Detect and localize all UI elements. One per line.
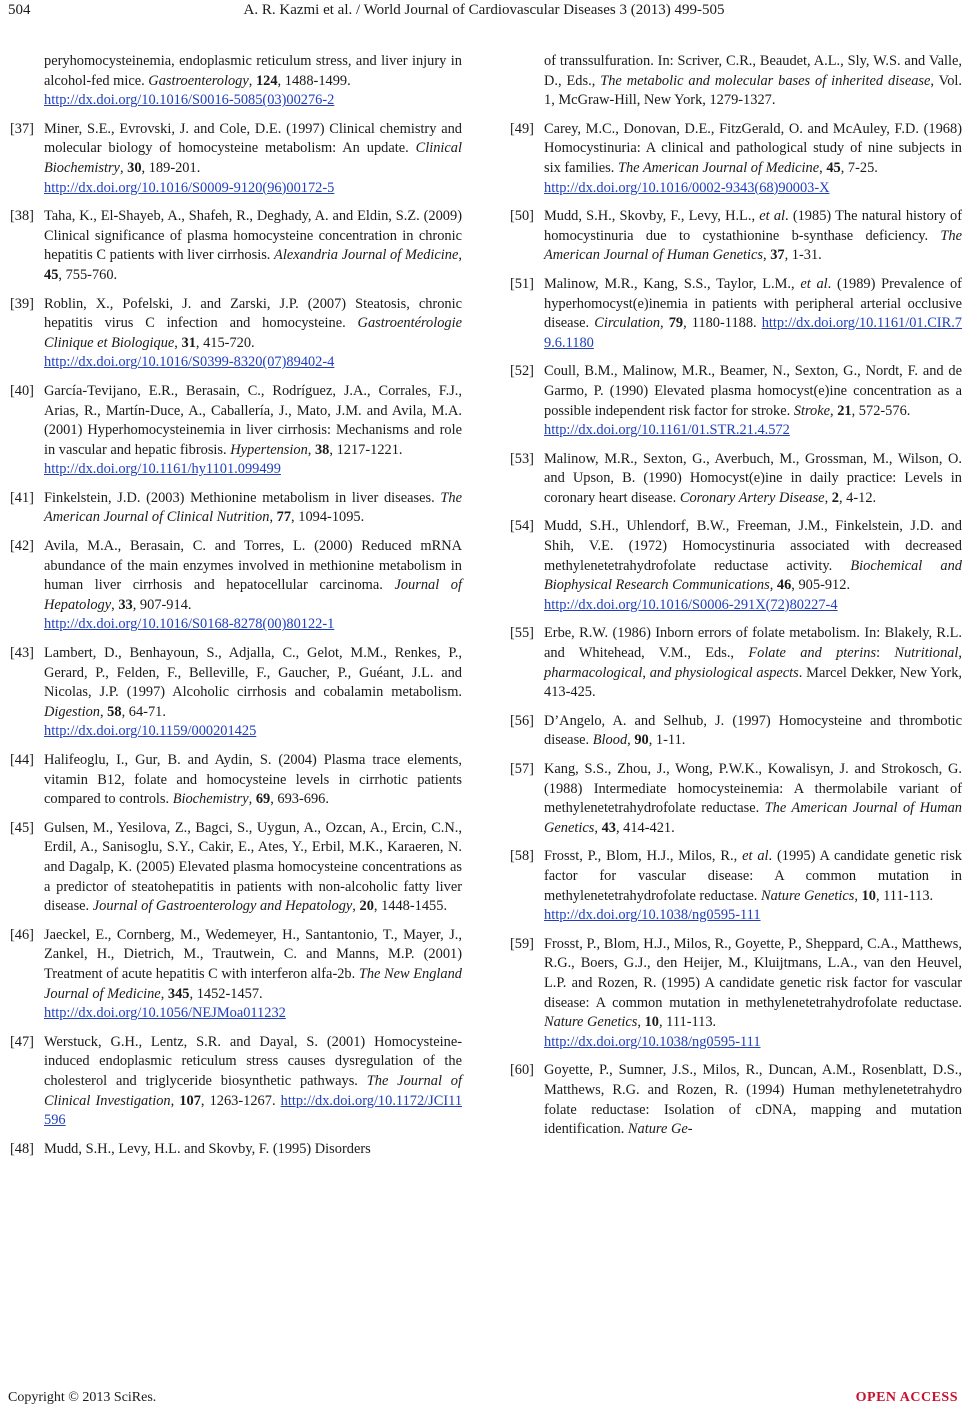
reference-italic-text: Journal of Gastroenterology and Hepatology (92, 898, 353, 915)
reference-entry (510, 362, 962, 440)
doi-link[interactable]: http://dx.doi.org/10.1038/ng0595-111 (544, 907, 761, 924)
reference-entry (10, 751, 462, 810)
reference-text: Malinow, M.R., Kang, S.S., Taylor, L.M., (544, 275, 801, 292)
reference-italic-text: The American Journal of Clinical Nutrition (44, 489, 462, 526)
reference-text: , 1180-1188. (683, 315, 762, 332)
reference-entry (510, 275, 962, 353)
reference-text: , (174, 334, 182, 351)
reference-number: [39] (10, 295, 34, 312)
reference-entry (510, 712, 962, 751)
reference-italic-text: Biochemical and Biophysical Research Communications (544, 557, 962, 594)
reference-text: , (160, 985, 168, 1002)
reference-italic-text: et al (742, 848, 769, 865)
reference-entry (10, 207, 462, 285)
reference-number: [54] (510, 518, 534, 535)
reference-volume: 345 (167, 985, 190, 1002)
doi-link[interactable]: http://dx.doi.org/10.1016/S0016-5085(03)00276-2 (44, 92, 335, 109)
reference-italic-text: The metabolic and molecular bases of inherited disease (600, 72, 931, 89)
reference-volume: 90 (634, 732, 649, 749)
reference-text: , (458, 247, 462, 264)
reference-entry (510, 120, 962, 198)
doi-link[interactable]: http://dx.doi.org/10.1159/000201425 (44, 723, 257, 740)
reference-text: García-Tevijano, E.R., Berasain, C., Rodríguez, J.A., Corrales, F.J., Arias, R., Martín-Duce, A., Caballería, J., Mato, J.M. and Avila, M.A. (2001) Hyperhomocysteinemia in liver cirrhosis: Mechanisms and role in vascular and hepatic fibrosis. (44, 382, 462, 458)
reference-number: [51] (510, 275, 534, 292)
doi-link[interactable]: http://dx.doi.org/10.1016/S0009-9120(96)00172-5 (44, 179, 335, 196)
reference-text: , 1094-1095. (291, 509, 365, 526)
reference-text: , (637, 1014, 645, 1031)
reference-volume: 33 (118, 596, 133, 613)
reference-text: , Vol. 1, McGraw-Hill, New York, 1279-1327. (544, 72, 962, 109)
reference-text: Werstuck, G.H., Lentz, S.R. and Dayal, S. (2001) Homocysteine-induced endoplasmic reticulum stress causes dysregulation of the cholesterol and triglyceride biosynthetic pathways. (44, 1033, 462, 1089)
reference-text: , 572-576. (851, 402, 911, 419)
reference-text: , 905-912. (791, 577, 851, 594)
reference-italic-text: Gastroentérologie Clinique et Biologique (44, 315, 462, 351)
reference-italic-text: et al (800, 275, 828, 292)
reference-italic-text: Coronary Artery Disease (679, 489, 825, 506)
reference-text: , (854, 887, 862, 904)
reference-italic-text: Gastroenterology (148, 72, 249, 89)
reference-italic-text: Stroke (793, 402, 831, 419)
reference-volume: 77 (276, 509, 292, 526)
reference-entry (510, 450, 962, 509)
reference-text: Jaeckel, E., Cornberg, M., Wedemeyer, H., Santantonio, T., Mayer, J., Zankel, H., Dietrich, M., Trautwein, C. and Manns, M.P. (2001) Treatment of acute hepatitis C with interferon alfa-2b. (44, 926, 462, 982)
reference-text: Avila, M.A., Berasain, C. and Torres, L. (2000) Reduced mRNA abundance of the main enzymes involved in methionine metabolism in human liver cirrhosis and hepatocellular carcinoma. (44, 538, 462, 594)
reference-text: , (119, 159, 128, 176)
reference-text: , 1263-1267. (200, 1092, 281, 1109)
reference-italic-text: Blood (592, 732, 628, 749)
reference-entry (10, 120, 462, 198)
page-header (0, 0, 968, 28)
reference-text: Goyette, P., Sumner, J.S., Milos, R., Duncan, A.M., Rosenblatt, D.S., Matthews, R.G. and Rozen, R. (1994) Human methylenetetrahydro folate reductase: Isolation of cDNA, mapping and mutation identification. (544, 1062, 962, 1138)
reference-italic-text: The American Journal of Human Genetics (544, 227, 962, 264)
reference-italic-text: Hypertension (230, 441, 308, 458)
reference-volume: 43 (601, 819, 616, 836)
reference-italic-text: The Journal of Clinical Investigation (44, 1072, 462, 1109)
reference-text: Malinow, M.R., Sexton, G., Averbuch, M., Grossman, M., Wilson, O. and Upson, B. (1990) Homocyst(e)ine in daily practice: Levels in coronary heart disease. (544, 450, 962, 506)
reference-text: Lambert, D., Benhayoun, S., Adjalla, C., Gelot, M.M., Renkes, P., Gerard, P., Felden, F., Belleville, F., Gaucher, P., Guéant, J.L. and Nicolas, J.P. (1997) Alcoholic cirrhosis and cobalamin metabolism. (44, 645, 462, 701)
reference-number: [41] (10, 489, 34, 506)
reference-italic-text: Journal of Hepatology (44, 577, 463, 613)
reference-italic-text: Folate and pterins (748, 645, 877, 662)
reference-text: , 1-31. (784, 247, 822, 264)
reference-italic-text: Alexandria Journal of Medicine (274, 247, 459, 264)
reference-number: [49] (510, 120, 534, 137)
reference-number: [57] (510, 761, 534, 777)
reference-entry (10, 819, 462, 917)
doi-link[interactable]: http://dx.doi.org/10.1038/ng0595-111 (544, 1033, 761, 1050)
reference-number: [45] (10, 819, 34, 836)
reference-text: , 755-760. (58, 266, 118, 283)
reference-italic-text: Nature Ge- (627, 1121, 693, 1138)
reference-text: , (99, 703, 108, 720)
reference-text: , 415-720. (195, 334, 255, 351)
reference-italic-text: Nature Genetics (544, 1014, 638, 1031)
reference-number: [38] (10, 208, 34, 225)
reference-text: , 4-12. (838, 489, 877, 506)
reference-entry (10, 52, 462, 111)
reference-text: Mudd, S.H., Uhlendorf, B.W., Freeman, J.M., Finkelstein, J.D. and Shih, V.E. (1972) Homocystinuria associated with decreased methylenetetrahydrofolate reductase activity. (544, 518, 962, 574)
reference-text: . (1989) Prevalence of hyperhomocyst(e)inemia in patients with peripheral arterial occlusive disease. (544, 275, 962, 332)
reference-number: [47] (10, 1033, 34, 1050)
reference-volume: 46 (776, 577, 792, 594)
reference-entry (510, 624, 962, 702)
reference-number: [40] (10, 382, 34, 399)
reference-text: , (763, 247, 771, 264)
reference-entry (10, 926, 462, 1024)
reference-text: , (830, 402, 838, 419)
reference-volume: 10 (861, 887, 876, 904)
reference-number: [42] (10, 538, 34, 555)
reference-entry (510, 52, 962, 111)
reference-volume: 38 (314, 441, 330, 458)
reference-volume: 58 (107, 703, 122, 720)
reference-text: , 414-421. (615, 819, 675, 836)
reference-entry (10, 644, 462, 742)
reference-text: Gulsen, M., Yesilova, Z., Bagci, S., Uygun, A., Ozcan, A., Ercin, C.N., Erdil, A., Sanisoglu, S.Y., Cakir, E., Ates, Y., Erbil, M.K., Karaeren, N. and Dagalp, K. (2005) Elevated plasma homocysteine concentrations as a predictor of steatohepatitis in patients with non-alcoholic fatty liver disease. (44, 819, 462, 915)
reference-text: , 1-11. (648, 732, 686, 749)
reference-text: Mudd, S.H., Skovby, F., Levy, H.L., (544, 208, 760, 225)
reference-text: , (660, 315, 669, 332)
reference-number: [60] (510, 1062, 534, 1079)
reference-text: , 1452-1457. (189, 985, 263, 1002)
reference-text: Finkelstein, J.D. (2003) Methionine metabolism in liver diseases. (44, 489, 441, 506)
reference-entry (10, 537, 462, 635)
reference-italic-text: The New England Journal of Medicine (44, 965, 462, 1002)
reference-text: Miner, S.E., Evrovski, J. and Cole, D.E. (1997) Clinical chemistry and molecular biology of homocysteine metabolism: An update. (44, 120, 462, 157)
reference-text: , (248, 791, 256, 808)
reference-text: Frosst, P., Blom, H.J., Milos, R., Goyette, P., Sheppard, C.A., Matthews, R.G., Boers, G.J., den Heijer, M., Kluijtmans, L.A., van den Heuvel, L.P. and Rozen, R. (1995) A candidate genetic risk factor for vascular disease: A common mutation in methylenetetrahydrofolate reductase. (544, 935, 962, 1011)
reference-text: Carey, M.C., Donovan, D.E., FitzGerald, O. and McAuley, F.D. (1968) Homocystinuria: A clinical and pathological study of nine subjects in six families. (544, 120, 962, 176)
reference-volume: 107 (179, 1092, 201, 1109)
reference-italic-text: Nature Genetics (760, 887, 855, 904)
reference-number: [48] (10, 1140, 34, 1157)
reference-volume: 10 (644, 1014, 659, 1031)
doi-link[interactable]: http://dx.doi.org/10.1016/S0006-291X(72)80227-4 (544, 596, 838, 613)
reference-italic-text: Clinical Biochemistry (44, 140, 462, 176)
reference-text: , 907-914. (132, 596, 192, 613)
reference-text: , 7-25. (840, 159, 878, 176)
left-column (10, 52, 462, 1168)
reference-number: [56] (510, 712, 534, 729)
reference-text: , 1217-1221. (329, 441, 403, 458)
reference-volume: 79 (668, 315, 684, 332)
reference-text: Erbe, R.W. (1986) Inborn errors of folate metabolism. In: Blakely, R.L. and Whitehead, V.M., Eds., (544, 625, 962, 662)
reference-text: , 1488-1499. (277, 72, 351, 89)
reference-entry (510, 207, 962, 266)
reference-number: [44] (10, 752, 34, 768)
reference-volume: 20 (359, 898, 374, 915)
reference-number: [43] (10, 645, 34, 662)
reference-entry (10, 489, 462, 528)
reference-text: D’Angelo, A. and Selhub, J. (1997) Homocysteine and thrombotic disease. (544, 712, 962, 749)
reference-text: , (627, 732, 635, 749)
reference-text: , (594, 819, 602, 836)
reference-text: Coull, B.M., Malinow, M.R., Beamer, N., Sexton, G., Nordt, F. and de Garmo, P. (1990) Elevated plasma homocyst(e)ine concentration as a possible independent risk factor for stroke. (544, 363, 962, 419)
reference-entry (10, 295, 462, 373)
reference-entry (510, 847, 962, 925)
reference-text: , (769, 577, 777, 594)
reference-volume: 124 (255, 72, 278, 89)
reference-entry (10, 382, 462, 480)
doi-link[interactable]: http://dx.doi.org/10.1161/01.STR.21.4.572 (544, 422, 790, 439)
reference-text: Kang, S.S., Zhou, J., Wong, P.W.K., Kowalisyn, J. and Strokosch, G. (1988) Intermediate homocysteinemia: A thermolabile variant of methylenetetrahydrofolate reductase. (544, 761, 962, 817)
doi-link[interactable]: http://dx.doi.org/10.1016/S0399-8320(07)89402-4 (44, 354, 335, 371)
reference-text: , (248, 72, 256, 89)
reference-entry (10, 1140, 462, 1160)
page-footer (0, 1390, 968, 1414)
reference-volume: 30 (127, 159, 142, 176)
reference-number: [50] (510, 208, 534, 225)
reference-volume: 45 (826, 159, 841, 176)
doi-link[interactable]: http://dx.doi.org/10.1016/0002-9343(68)90003-X (544, 179, 830, 196)
open-access-label: OPEN ACCESS (855, 1390, 958, 1405)
reference-volume: 21 (837, 402, 852, 419)
reference-text: Taha, K., El-Shayeb, A., Shafeh, R., Deghady, A. and Eldin, S.Z. (2009) Clinical significance of plasma homocysteine concentration in chronic hepatitis C patients with liver cirrhosis. (44, 208, 462, 264)
reference-text: peryhomocysteinemia, endoplasmic reticulum stress, and liver injury in alcohol-fed mice. (44, 53, 462, 89)
reference-text: Halifeoglu, I., Gur, B. and Aydin, S. (2004) Plasma trace elements, vitamin B12, folate and homocysteine levels in cirrhotic patients compared to controls. (44, 752, 462, 808)
reference-text: . (1995) A candidate genetic risk factor for vascular disease: A common mutation in methylenetetrahydrofolate reductase. (544, 848, 962, 904)
reference-italic-text: et al (759, 208, 786, 225)
reference-italic-text: Biochemistry (172, 791, 249, 808)
reference-entry (510, 760, 962, 838)
doi-link[interactable]: http://dx.doi.org/10.1056/NEJMoa011232 (44, 1005, 286, 1022)
reference-text: , (307, 441, 315, 458)
reference-volume: 45 (44, 266, 59, 283)
reference-text: , (642, 664, 650, 681)
reference-text: , (819, 159, 827, 176)
reference-text: Frosst, P., Blom, H.J., Milos, R., (544, 848, 743, 865)
right-column (510, 52, 962, 1149)
reference-volume: 31 (181, 334, 196, 351)
reference-italic-text: pharmacological (544, 664, 643, 681)
reference-text: , (111, 596, 119, 613)
reference-volume: 37 (770, 247, 785, 264)
reference-italic-text: The American Journal of Human Genetics (544, 800, 962, 836)
reference-volume: 2 (831, 489, 839, 506)
reference-text: , (824, 489, 832, 506)
reference-italic-text: Digestion (44, 703, 100, 720)
reference-entry (10, 1033, 462, 1131)
reference-text: , (958, 645, 962, 662)
reference-entry (510, 1061, 962, 1139)
doi-link[interactable]: http://dx.doi.org/10.1161/01.CIR.79.6.1180 (544, 315, 962, 351)
reference-text: , 189-201. (141, 159, 201, 176)
reference-number: [46] (10, 926, 34, 943)
reference-text: : (876, 645, 895, 662)
page-number: 504 (8, 2, 31, 18)
reference-text: , 693-696. (270, 791, 329, 808)
reference-text: , 111-113. (658, 1014, 717, 1031)
copyright-notice: Copyright © 2013 SciRes. (8, 1390, 157, 1405)
reference-italic-text: and physiological aspects (649, 664, 799, 681)
reference-number: [59] (510, 935, 534, 952)
running-head: A. R. Kazmi et al. / World Journal of Cardiovascular Diseases 3 (2013) 499-505 (243, 2, 725, 18)
reference-text: , (269, 509, 277, 526)
reference-text: Mudd, S.H., Levy, H.L. and Skovby, F. (1995) Disorders (44, 1140, 371, 1157)
reference-number: [55] (510, 625, 534, 642)
doi-link[interactable]: http://dx.doi.org/10.1161/hy1101.099499 (44, 461, 281, 478)
reference-text: Roblin, X., Pofelski, J. and Zarski, J.P. (2007) Steatosis, chronic hepatitis virus C infection and homocysteine. (44, 295, 462, 332)
reference-text: , (352, 898, 360, 915)
reference-number: [58] (510, 848, 534, 865)
reference-text: of transsulfuration. In: Scriver, C.R., Beaudet, A.L., Sly, W.S. and Valle, D., Eds., (544, 53, 962, 89)
reference-text: , 64-71. (121, 703, 166, 720)
doi-link[interactable]: http://dx.doi.org/10.1172/JCI11596 (44, 1092, 463, 1129)
reference-text: . (1985) The natural history of homocystinuria due to cystathionine b-synthase deficiency. (544, 208, 962, 244)
reference-volume: 69 (255, 791, 271, 808)
reference-number: [53] (510, 450, 534, 467)
doi-link[interactable]: http://dx.doi.org/10.1016/S0168-8278(00)80122-1 (44, 616, 335, 633)
reference-text: , 111-113. (875, 887, 934, 904)
reference-italic-text: Circulation (594, 315, 661, 332)
reference-text: . Marcel Dekker, New York, 413-425. (544, 664, 962, 701)
reference-entry (510, 517, 962, 615)
reference-text: , 1448-1455. (373, 898, 448, 915)
reference-text: , (170, 1092, 180, 1109)
reference-number: [52] (510, 363, 534, 380)
reference-italic-text: Nutritional (894, 645, 959, 662)
reference-number: [37] (10, 120, 34, 137)
reference-italic-text: The American Journal of Medicine (617, 159, 820, 176)
reference-entry (510, 935, 962, 1053)
